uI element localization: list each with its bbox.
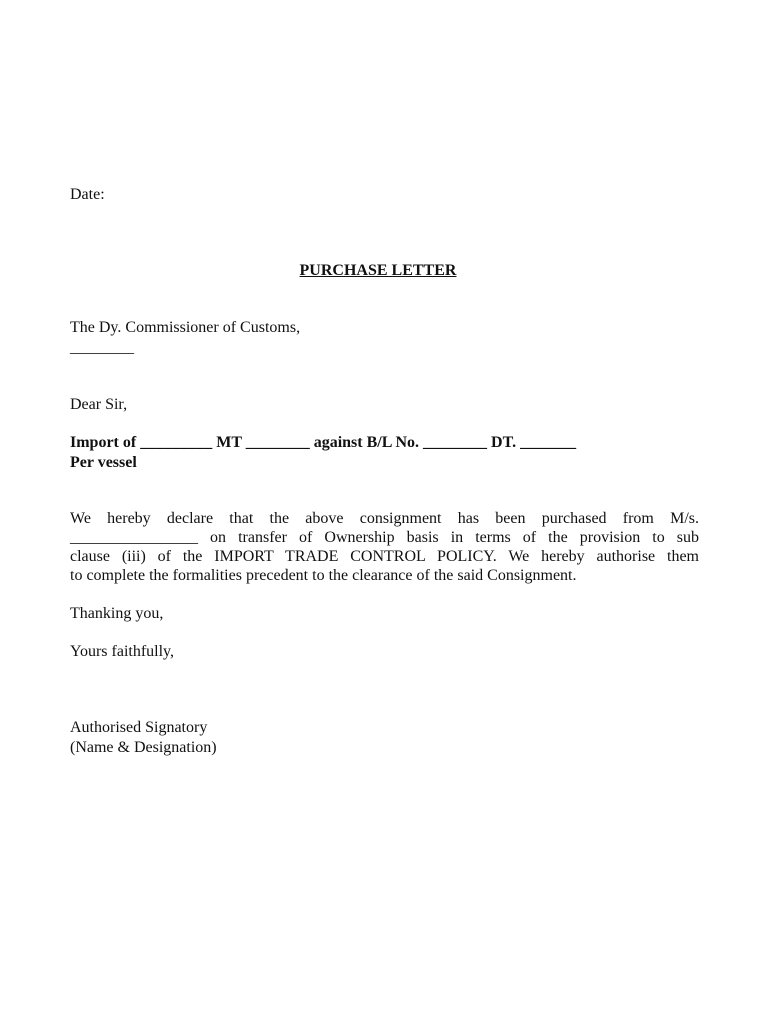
body-line-2: ________________ on transfer of Ownership basis in terms of the provision to sub bbox=[70, 529, 699, 546]
date-label: Date: bbox=[70, 186, 105, 203]
body-line-1: We hereby declare that the above consignment has been purchased from M/s. bbox=[70, 510, 699, 527]
letter-title: PURCHASE LETTER bbox=[299, 262, 457, 279]
body-line-3: clause (iii) of the IMPORT TRADE CONTROL POLICY. We hereby authorise them bbox=[70, 548, 699, 565]
subject-line-2: Per vessel bbox=[70, 454, 137, 471]
addressee-line-2: ________ bbox=[70, 339, 134, 356]
signatory-line-2: (Name & Designation) bbox=[70, 739, 217, 756]
signatory-line-1: Authorised Signatory bbox=[70, 719, 208, 736]
salutation: Dear Sir, bbox=[70, 396, 128, 413]
addressee-line-1: The Dy. Commissioner of Customs, bbox=[70, 319, 301, 336]
subject-line-1: Import of _________ MT ________ against B/L No. ________ DT. _______ bbox=[70, 434, 577, 451]
body-line-4: to complete the formalities precedent to the clearance of the said Consignment. bbox=[70, 567, 577, 584]
closing-yours: Yours faithfully, bbox=[70, 643, 175, 660]
closing-thanks: Thanking you, bbox=[70, 605, 164, 622]
